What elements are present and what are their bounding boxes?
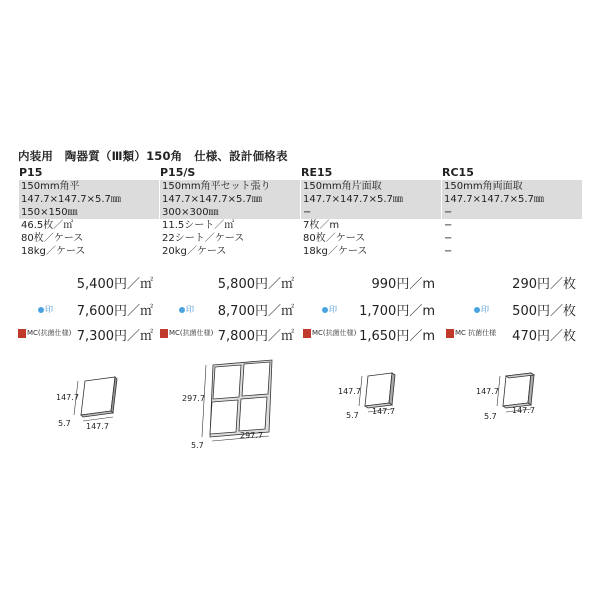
dim-height: 147.7 <box>338 387 361 396</box>
spec-per-case: 80枚／ケース <box>18 232 159 245</box>
spec-pitch: − <box>300 206 441 219</box>
mc-badge: MC(抗菌仕様) <box>18 328 71 338</box>
eco-price-rc15: 500円／枚 <box>512 304 576 319</box>
product-code: RC15 <box>442 166 474 179</box>
spec-per-sqm: 11.5シート／㎡ <box>159 219 300 232</box>
spec-per-case: 80枚／ケース <box>300 232 441 245</box>
spec-shape: 150mm角平セット張り <box>159 180 300 193</box>
spec-per-sqm: 7枚／m <box>300 219 441 232</box>
dim-height: 147.7 <box>56 393 79 402</box>
price-re15: 990円／m <box>371 277 435 292</box>
price-rc15: 290円／枚 <box>512 277 576 292</box>
spec-pitch: 300×300㎜ <box>159 206 300 219</box>
dim-thickness: 5.7 <box>58 419 71 428</box>
dim-height: 147.7 <box>476 387 499 396</box>
eco-badge: 印 <box>179 304 194 315</box>
product-code: P15 <box>19 166 43 179</box>
spec-per-case: − <box>441 232 582 245</box>
mc-price-p15s: 7,800円／㎡ <box>217 329 294 344</box>
spec-per-case: 22シート／ケース <box>159 232 300 245</box>
dim-thickness: 5.7 <box>346 411 359 420</box>
mc-price-re15: 1,650円／m <box>359 329 435 344</box>
spec-weight: 18kg／ケース <box>18 245 159 258</box>
spec-pitch: 150×150㎜ <box>18 206 159 219</box>
tile-p15s-drawing <box>202 360 272 441</box>
dim-thickness: 5.7 <box>191 441 204 450</box>
eco-badge: 印 <box>38 304 53 315</box>
mc-price-rc15: 470円／枚 <box>512 329 576 344</box>
price-p15: 5,400円／㎡ <box>76 277 153 292</box>
page-title: 内装用 陶器質（Ⅲ類）150角 仕様、設計価格表 <box>18 149 288 163</box>
mc-price-p15: 7,300円／㎡ <box>76 329 153 344</box>
price-p15s: 5,800円／㎡ <box>217 277 294 292</box>
spec-size: 147.7×147.7×5.7㎜ <box>300 193 441 206</box>
spec-weight: 18kg／ケース <box>300 245 441 258</box>
eco-badge: 印 <box>322 304 337 315</box>
spec-pitch: − <box>441 206 582 219</box>
spec-size: 147.7×147.7×5.7㎜ <box>441 193 582 206</box>
mc-badge: MC(抗菌仕様) <box>303 328 356 338</box>
dim-width: 147.7 <box>512 406 535 415</box>
eco-badge: 印 <box>474 304 489 315</box>
eco-price-p15: 7,600円／㎡ <box>76 304 153 319</box>
spec-per-sqm: 46.5枚／㎡ <box>18 219 159 232</box>
eco-price-re15: 1,700円／m <box>359 304 435 319</box>
spec-weight: 20kg／ケース <box>159 245 300 258</box>
dim-height: 297.7 <box>182 394 205 403</box>
mc-badge: MC 抗菌仕様 <box>446 328 496 338</box>
spec-size: 147.7×147.7×5.7㎜ <box>18 193 159 206</box>
dim-width: 147.7 <box>372 407 395 416</box>
spec-weight: − <box>441 245 582 258</box>
dim-width: 297.7 <box>240 431 263 440</box>
tile-p15-drawing <box>74 377 117 421</box>
spec-shape: 150mm角片面取 <box>300 180 441 193</box>
spec-shape: 150mm角両面取 <box>441 180 582 193</box>
spec-per-sqm: − <box>441 219 582 232</box>
mc-badge: MC(抗菌仕様) <box>160 328 213 338</box>
spec-size: 147.7×147.7×5.7㎜ <box>159 193 300 206</box>
eco-price-p15s: 8,700円／㎡ <box>217 304 294 319</box>
dim-thickness: 5.7 <box>484 412 497 421</box>
dim-width: 147.7 <box>86 422 109 431</box>
spec-shape: 150mm角平 <box>18 180 159 193</box>
product-code: P15/S <box>160 166 196 179</box>
product-code: RE15 <box>301 166 333 179</box>
